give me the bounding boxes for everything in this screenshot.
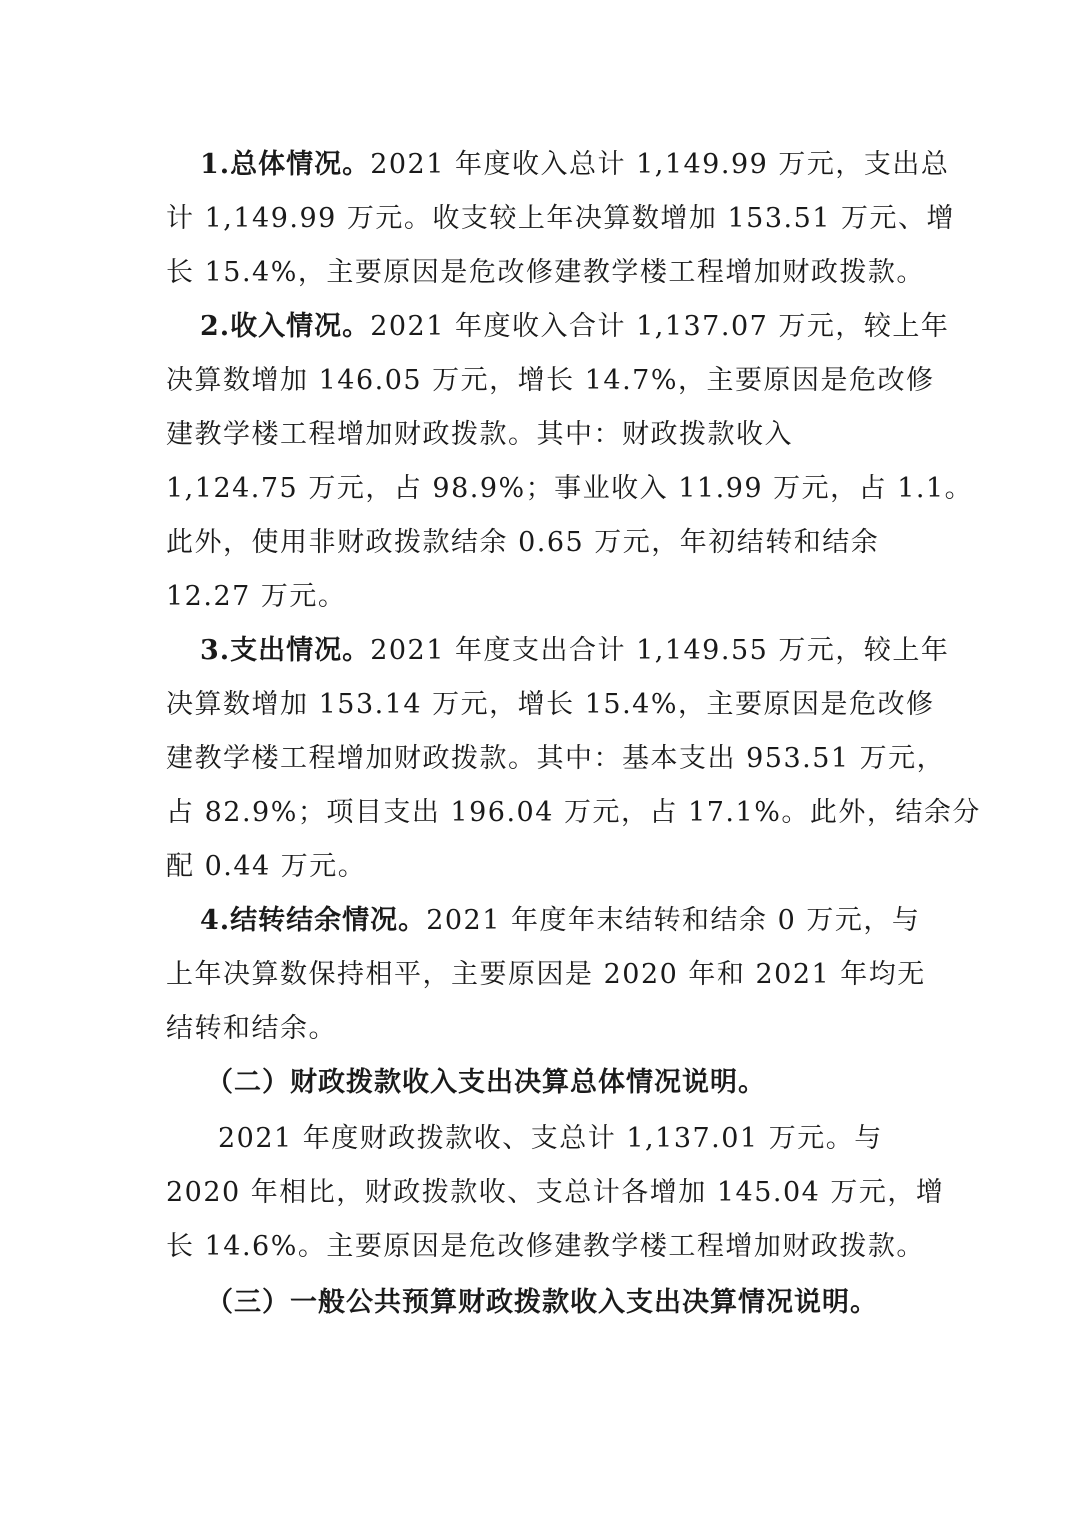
paragraph-2-heading: 2.收入情况。 [200,311,371,342]
paragraph-2-line-1 [200,310,949,344]
paragraph-1-line-3: 长 15.4%，主要原因是危改修建教学楼工程增加财政拨款。 [166,257,925,288]
paragraph-2-line-2: 决算数增加 146.05 万元，增长 14.7%，主要原因是危改修 [166,365,935,396]
paragraph-2-text: 2021 年度收入合计 1,137.07 万元，较上年 [370,311,950,342]
paragraph-1-text: 2021 年度收入总计 1,149.99 万元，支出总 [370,149,950,180]
paragraph-3-heading: 3.支出情况。 [200,635,371,666]
paragraph-4-heading: 4.结转结余情况。 [200,905,427,936]
paragraph-3-text: 2021 年度支出合计 1,149.55 万元，较上年 [370,635,950,666]
paragraph-3-line-5: 配 0.44 万元。 [166,851,367,882]
paragraph-3-line-3: 建教学楼工程增加财政拨款。其中：基本支出 953.51 万元， [166,743,946,774]
paragraph-4-text: 2021 年度年末结转和结余 0 万元，与 [426,905,921,936]
paragraph-3-line-1 [200,634,949,668]
section-3-heading: （三）一般公共预算财政拨款收入支出决算情况说明。 [206,1287,878,1318]
section-2-line-2: 2020 年相比，财政拨款收、支总计各增加 145.04 万元，增 [166,1177,945,1208]
paragraph-4-line-1 [200,904,920,938]
paragraph-1-line-1 [200,148,949,182]
paragraph-3-line-4: 占 82.9%；项目支出 196.04 万元，占 17.1%。此外，结余分 [166,797,981,828]
paragraph-2-line-4: 1,124.75 万元，占 98.9%；事业收入 11.99 万元，占 1.1。 [166,473,974,504]
paragraph-1-line-2: 计 1,149.99 万元。收支较上年决算数增加 153.51 万元、增 [166,203,956,234]
paragraph-1-heading: 1.总体情况。 [200,149,371,180]
paragraph-2-line-3: 建教学楼工程增加财政拨款。其中：财政拨款收入 [166,419,793,450]
paragraph-4-line-3: 结转和结余。 [166,1013,337,1044]
paragraph-3-line-2: 决算数增加 153.14 万元，增长 15.4%，主要原因是危改修 [166,689,935,720]
section-2-line-3: 长 14.6%。主要原因是危改修建教学楼工程增加财政拨款。 [166,1231,925,1262]
paragraph-2-line-6: 12.27 万元。 [166,581,347,612]
section-2-line-1: 2021 年度财政拨款收、支总计 1,137.01 万元。与 [218,1123,883,1154]
paragraph-2-line-5: 此外，使用非财政拨款结余 0.65 万元，年初结转和结余 [166,527,880,558]
section-2-heading: （二）财政拨款收入支出决算总体情况说明。 [206,1067,766,1098]
paragraph-4-line-2: 上年决算数保持相平，主要原因是 2020 年和 2021 年均无 [166,959,926,990]
